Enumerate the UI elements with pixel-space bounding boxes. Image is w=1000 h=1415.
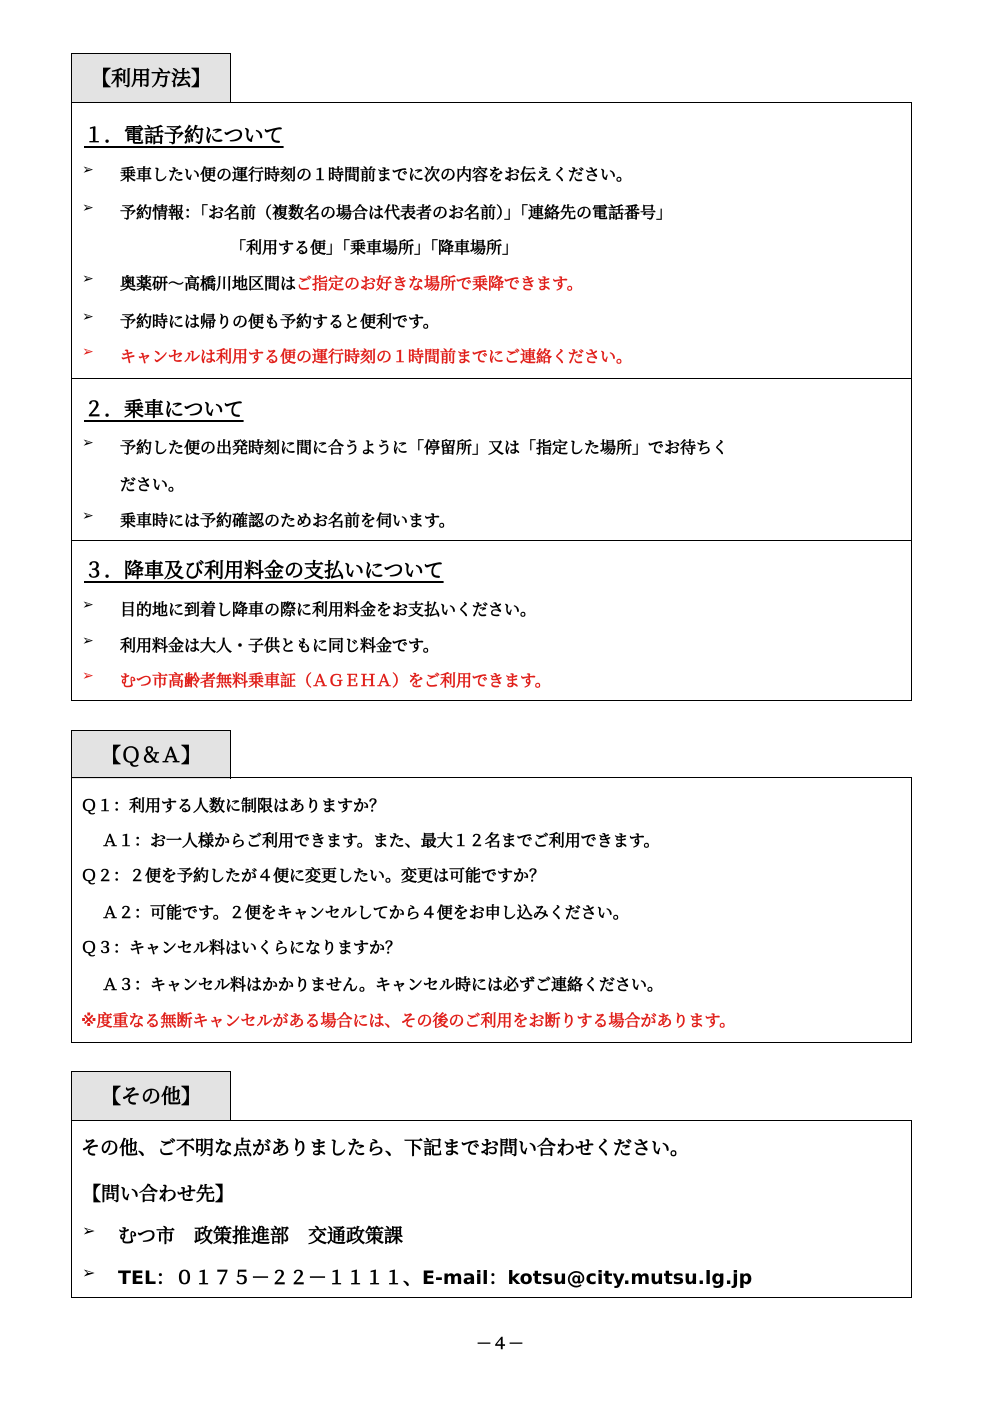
arrowhead-bullet-icon: ➢: [82, 1221, 96, 1240]
arrowhead-bullet-icon: ➢: [82, 435, 94, 451]
section-alighting-and-fare: ３．降車及び利用料金の支払いについて ➢ 目的地に到着し降車の際に利用料金をお支払いください。 ➢ 利用料金は大人・子供ともに同じ料金です。 ➢ むつ市高齢者無料乗車証（ＡＧＥＨＡ）をご利用できます。: [72, 540, 911, 699]
question-3: Ｑ３：キャンセル料はいくらになりますか？: [81, 938, 402, 957]
inquiry-intro: その他、ご不明な点がありましたら、下記までお問い合わせください。: [81, 1137, 690, 1159]
cancellation-warning: ※度重なる無断キャンセルがある場合には、その後のご利用をお断りする場合があります。: [81, 1011, 736, 1030]
arrowhead-bullet-icon: ➢: [82, 162, 94, 178]
usage-tab: 【利用方法】: [71, 53, 231, 102]
section-title: ２．乗車について: [84, 397, 244, 421]
arrowhead-bullet-icon: ➢: [82, 271, 94, 287]
other-box: その他、ご不明な点がありましたら、下記までお問い合わせください。 【問い合わせ先】 ➢ むつ市 政策推進部 交通政策課 ➢ TEL：０１７５－２２－１１１１、E-mail：kotsu@city.mutsu.lg.jp: [71, 1120, 912, 1298]
arrowhead-bullet-icon: ➢: [82, 668, 94, 684]
arrowhead-bullet-icon: ➢: [82, 1263, 96, 1282]
answer-1: Ａ１：お一人様からご利用できます。また、最大１２名までご利用できます。: [102, 831, 660, 850]
qa-box: [71, 777, 912, 1043]
question-2: Ｑ２：２便を予約したが４便に変更したい。変更は可能ですか？: [81, 866, 546, 885]
page-number: －４－: [475, 1334, 524, 1353]
section-boarding: ２．乗車について ➢ 予約した便の出発時刻に間に合うように「停留所」又は「指定した場所」でお待ちく ださい。 ➢ 乗車時には予約確認のためお名前を伺います。: [72, 378, 911, 540]
usage-box: [71, 102, 912, 701]
section-title: １．電話予約について: [84, 123, 284, 147]
section-phone-reservation: １．電話予約について ➢ 乗車したい便の運行時刻の１時間前までに次の内容をお伝えください。 ➢ 予約情報：「お名前（複数名の場合は代表者のお名前）」「連絡先の電話番号」 「利用する便」「乗車場所」「降車場所」 ➢ 奥薬研～高橋川地区間はご指定のお好きな場所で乗降できます。 ➢ 予約時には帰りの便も予約すると便利です。 ➢ キャンセルは利用する便の運行時刻の１時間前までにご連絡ください。: [72, 103, 911, 378]
question-1: Ｑ１：利用する人数に制限はありますか？: [81, 796, 386, 815]
answer-2: Ａ２：可能です。２便をキャンセルしてから４便をお申し込みください。: [102, 903, 629, 922]
section-title: ３．降車及び利用料金の支払いについて: [84, 558, 444, 582]
arrowhead-bullet-icon: ➢: [82, 309, 94, 325]
arrowhead-bullet-icon: ➢: [82, 200, 94, 216]
arrowhead-bullet-icon: ➢: [82, 508, 94, 524]
other-tab: 【その他】: [71, 1071, 231, 1120]
arrowhead-bullet-icon: ➢: [82, 633, 94, 649]
answer-3: Ａ３：キャンセル料はかかりません。キャンセル時には必ずご連絡ください。: [102, 975, 663, 994]
arrowhead-bullet-icon: ➢: [82, 597, 94, 613]
arrowhead-bullet-icon: ➢: [82, 344, 94, 360]
qa-tab: 【Ｑ＆Ａ】: [71, 730, 231, 779]
contact-heading: 【問い合わせ先】: [82, 1183, 235, 1205]
